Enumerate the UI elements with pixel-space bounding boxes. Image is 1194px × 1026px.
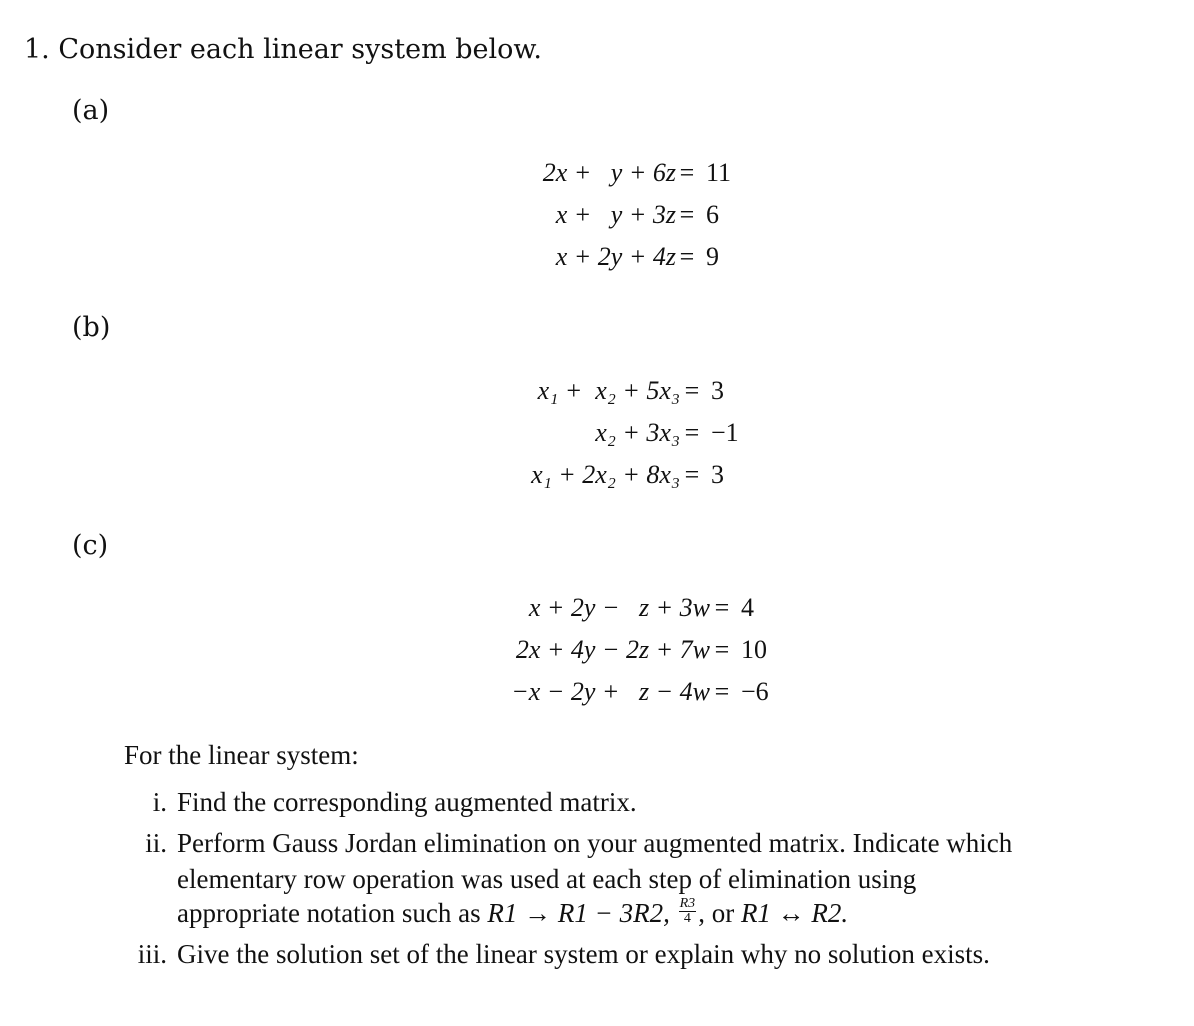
row-op-scale: $\frac{R3}{4}$ [679,896,696,927]
instructions-lead: For the linear system: [124,740,359,770]
question-number: 1. [24,34,50,65]
part-a-label: (a) [72,95,110,126]
question-intro: Consider each linear system below. [58,34,542,65]
part-b-label: (b) [72,312,111,343]
part-c-label: (c) [72,530,109,561]
question-heading [24,34,542,65]
row-op-replace: R1 → R1 − 3R2, [487,898,670,928]
row-op-swap: R1 ↔ R2. [740,898,849,928]
equation-lhs: 2x + y + 6z [542,158,676,187]
